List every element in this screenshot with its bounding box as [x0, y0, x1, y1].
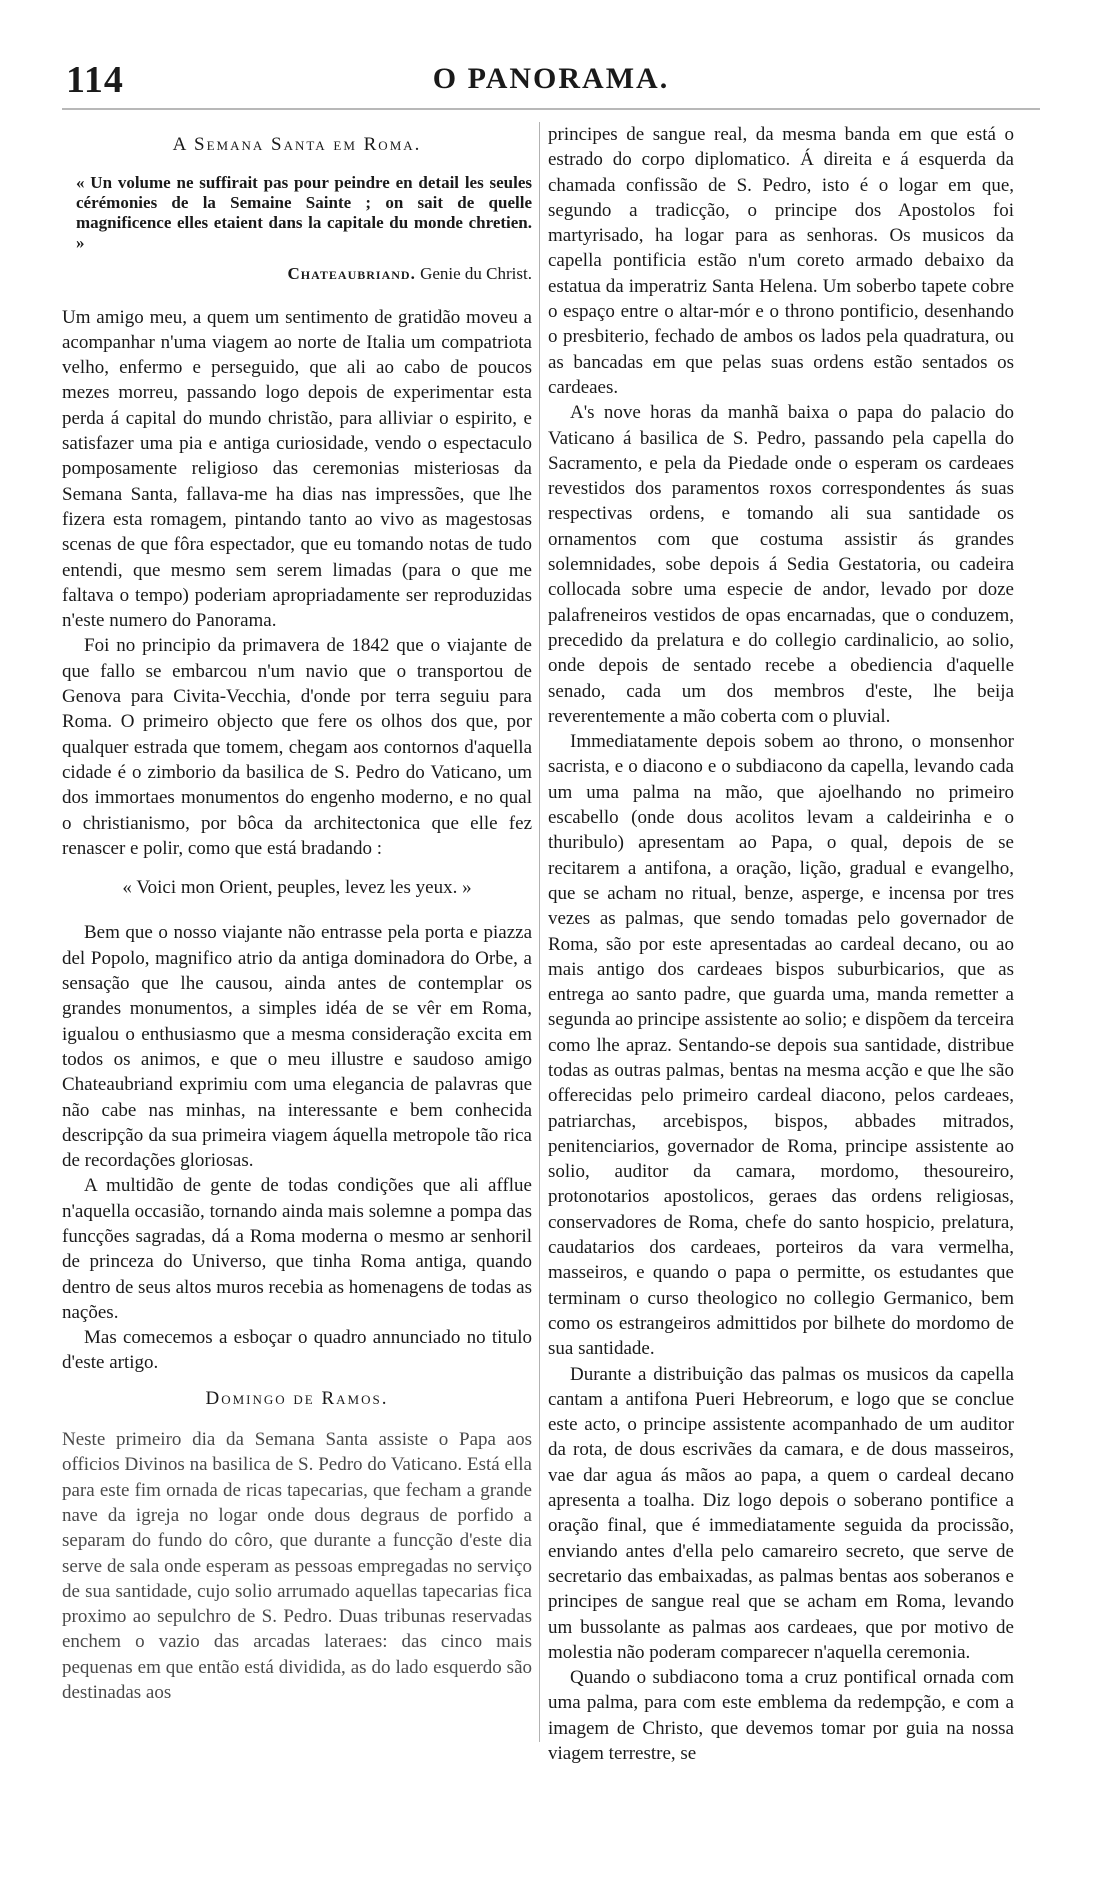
page-number: 114 [66, 59, 124, 101]
epigraph-author: Chateaubriand. [287, 264, 416, 284]
right-column [548, 122, 1014, 1766]
paragraph: Quando o subdiacono toma a cruz pontifical ornada com uma palma, para com este emblema da redempção, e com a imagem de Christo, que devemos tomar por guia na nossa viagem terrestre, se [548, 1667, 1014, 1764]
section-title: Domingo de Ramos. [205, 1387, 389, 1409]
paragraph: Um amigo meu, a quem um sentimento de gratidão moveu a acompanhar n'uma viagem ao norte de Italia um compatriota velho, enfermo e perseguido, que ali ao cabo de poucos mezes morreu, passando logo depois de experimentar esta perda á capital do mundo christão, para alliviar o espirito, e satisfazer uma pia e antiga curiosidade, vendo o espectaculo pomposamente religioso das ceremonias misteriosas da Semana Santa, fallava-me ha dias nas impressões, que lhe fizera esta romagem, pintando tanto ao vivo as magestosas scenas de que fôra espectador, que eu tomando notas de tudo entendi, que mesmo sem serem limadas (para o que me faltava o tempo) poderiam apropriadamente ser reproduzidas n'este numero do Panorama. [62, 306, 532, 632]
paragraph: Bem que o nosso viajante não entrasse pela porta e piazza del Popolo, magnifico atrio da antiga dominadora do Orbe, a sensação que lhe causou, ainda antes de contemplar os grandes monumentos, a simples idéa de se vêr em Roma, igualou o enthusiasmo que a mesma consideração excita em todos os animos, e que o meu illustre e saudoso amigo Chateaubriand exprimiu com uma elegancia de palavras que não cabe nas minhas, na interessante e bem conhecida descripção da sua primeira viagem áquella metropole tão rica de recordações gloriosas. [62, 922, 532, 1172]
paragraph: Durante a distribuição das palmas os musicos da capella cantam a antifona Pueri Hebreorum, e logo que se conclue este acto, o principe assistente acompanhado de um auditor da rota, de dous escrivães da camara, e de dous masseiros, vae dar agua ás mãos ao papa, a quem o cardeal decano apresenta a toalha. Diz logo depois o soberano pontifice a oração final, que é immediatamente seguida da procissão, enviando antes d'ella pelo camareiro secreto, que serve de secretario das embaixadas, as palmas bentas aos soberanos e principes de sangue real que se acham em Roma, levando um bussolante as palmas aos cardeaes, que por motivo de molestia não poderam comparecer n'aquella ceremonia. [548, 1363, 1014, 1663]
paragraph: Neste primeiro dia da Semana Santa assiste o Papa aos officios Divinos na basilica de S. Pedro do Vaticano. Está ella para este fim ornada de ricas tapecarias, que fecham a grande nave da igreja no logar onde dous degraus de porfido a separam do fundo do côro, que durante a funcção d'este dia serve de sala onde esperam as pessoas empregadas no serviço de sua santidade, cujo solio arrumado aquellas tapecarias fica proximo ao sepulchro de S. Pedro. Duas tribunas reservadas enchem o vazio das arcadas lateraes: das cinco mais pequenas em que então está dividida, as do lado esquerdo são destinadas aos [62, 1429, 532, 1704]
epigraph-source: Genie du Christ. [420, 264, 532, 284]
epigraph-attribution [62, 261, 532, 286]
page-header [62, 58, 1040, 104]
header-rule [62, 108, 1040, 110]
quotation: « Voici mon Orient, peuples, levez les yeux. » [122, 877, 472, 899]
paragraph: Foi no principio da primavera de 1842 que o viajante de que fallo se embarcou n'um navio que o transportou de Genova para Civita-Vecchia, d'onde por terra seguiu para Roma. O primeiro objecto que fere os olhos dos que, por qualquer estrada que tomem, chegam aos contornos d'aquella cidade é o zimborio da basilica de S. Pedro do Vaticano, um dos immortaes monumentos do engenho moderno, e no qual o christianismo, por bôca da architectonica que elle fez renascer e polir, como que está bradando : [62, 635, 532, 859]
epigraph: « Un volume ne suffirait pas pour peindre en detail les seules cérémonies de la Semaine Sainte ; on sait de quelle magnificence elles etaient dans la capitale du monde chretien. » [76, 173, 532, 253]
paragraph: A's nove horas da manhã baixa o papa do palacio do Vaticano á basilica de S. Pedro, passando pela capella do Sacramento, e pela da Piedade onde o esperam os cardeaes revestidos dos paramentos roxos correspondentes ás suas respectivas ordens, e tomando ali sua santidade os ornamentos com que costuma assistir ás grandes solemnidades, sobe depois á Sedia Gestatoria, ou cadeira collocada sobre uma especie de andor, levado por doze palafreneiros vestidos de opas encarnadas, que o conduzem, precedido da prelatura e do collegio cardinalicio, ao solio, onde depois de sentado recebe a obediencia d'aquelle senado, cada um dos membros d'este, lhe beija reverentemente a mão coberta com o pluvial. [548, 402, 1014, 727]
left-column [62, 122, 532, 1705]
paragraph: Immediatamente depois sobem ao throno, o monsenhor sacrista, e o diacono e o subdiacono da capella, levando cada um uma palma na mão, que ajoelhando no primeiro escabello (onde dous acolitos levam a caldeirinha e o thuribulo) apresentam ao Papa, o qual, depois de se recitarem a antifona, a oração, lição, gradual e evangelho, que se acham no ritual, benze, asperge, e incensa por tres vezes as palmas, que sendo tomadas pelo governador de Roma, são por este apresentadas ao cardeal decano, ou ao mais antigo dos cardeaes bispos suburbicarios, que as entrega ao santo padre, que guarda uma, manda remetter a segunda ao principe assistente ao solio; e dispõem da terceira como lhe apraz. Sentando-se depois sua santidade, distribue todas as outras palmas, bentas na mesma acção e que lhe são offerecidas pelo primeiro cardeal diacono, pelos cardeaes, patriarchas, arcebispos, bispos, abbades mitrados, penitenciarios, governador de Roma, principe assistente ao solio, auditor da camara, mordomo, thesoureiro, protonotarios apostolicos, geraes das ordens religiosas, conservadores de Roma, chefe do santo hospicio, prelatura, caudatarios dos cardeaes, porteiros da vara vermelha, masseiros, e quando o papa o permitte, os estudantes que terminam o curso theologico no collegio Germanico, bem como os estrangeiros admittidos por bilhete do mordomo de sua santidade. [548, 731, 1014, 1360]
article-title: A Semana Santa em Roma. [172, 134, 422, 155]
journal-title: O PANORAMA. [432, 62, 670, 95]
paragraph: Mas comecemos a esboçar o quadro annunciado no titulo d'este artigo. [62, 1327, 532, 1374]
paragraph: principes de sangue real, da mesma banda em que está o estrado do corpo diplomatico. Á direita e á esquerda da chamada confissão de S. Pedro, isto é o logar em que, segundo a tradicção, o principe dos Apostolos foi martyrisado, ha logar para as senhoras. Os musicos da capella pontificia estão n'um coreto armado debaixo da estatua da imperatriz Santa Helena. Um soberbo tapete cobre o espaço entre o altar-mór e o throno pontificio, desenhando o presbiterio, fechado de ambos os lados pela quadratura, ou as bancadas em que pelas suas ordens estão sentados os cardeaes. [548, 124, 1014, 398]
paragraph: A multidão de gente de todas condições que ali afflue n'aquella occasião, tornando ainda mais solemne a pompa das funcções sagradas, dá a Roma moderna o mesmo ar senhoril de princeza do Universo, que tinha Roma antiga, quando dentro de seus altos muros recebia as homenagens de todas as nações. [62, 1175, 532, 1323]
column-divider [539, 122, 540, 1742]
